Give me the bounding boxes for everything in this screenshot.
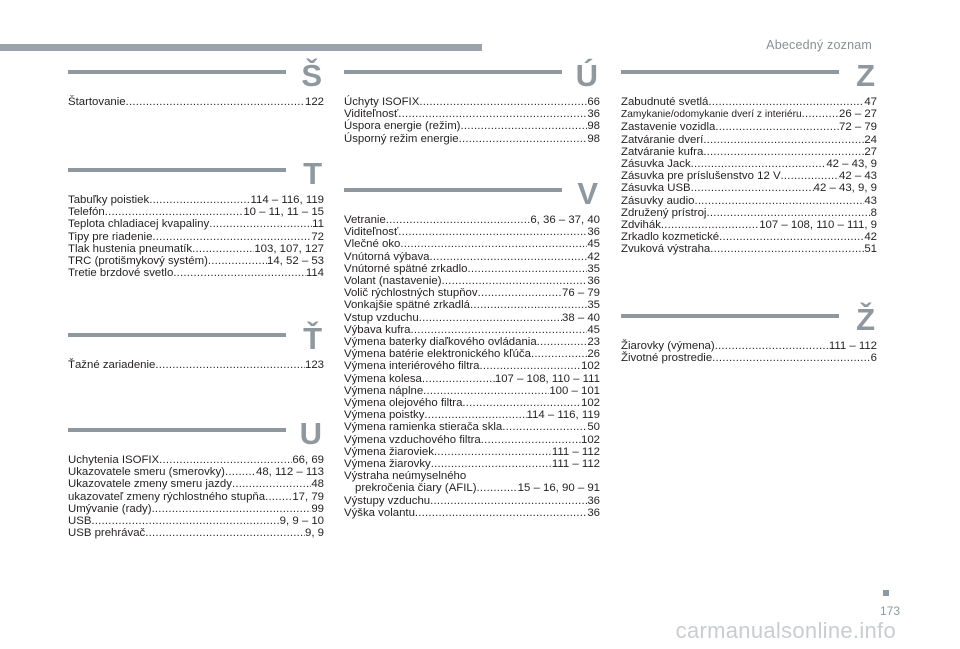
index-entry (68, 243, 324, 255)
entry-term: Výbava kufra (344, 323, 411, 336)
entry-pages: 45 (587, 238, 600, 251)
index-entry (68, 466, 324, 478)
index-entry (344, 251, 600, 263)
entry-term: Výmena batérie elektronického kľúča (344, 348, 531, 361)
entry-term: Zásuvka Jack (621, 158, 691, 171)
entry-term: Vnútorné spätné zrkadlo (344, 262, 468, 275)
section-letter: V (577, 176, 598, 211)
section-header (68, 156, 324, 194)
dot-leader (715, 340, 829, 352)
entry-list (68, 359, 324, 371)
entry-pages: 99 (311, 502, 324, 515)
entry-pages: 10 – 11, 11 – 15 (243, 206, 324, 219)
dot-leader (152, 231, 311, 243)
index-entry (344, 397, 600, 409)
index-section (344, 176, 600, 519)
dot-leader (419, 96, 587, 108)
header-bar (0, 44, 482, 51)
index-entry (68, 194, 324, 206)
entry-pages: 51 (864, 243, 877, 256)
entry-term: Viditeľnosť (344, 108, 399, 121)
entry-pages: 23 (587, 336, 600, 349)
dot-leader (661, 219, 759, 231)
entry-term: Vetranie (344, 214, 386, 226)
entry-pages: 42 – 43 (838, 170, 877, 183)
index-entry (344, 409, 600, 421)
entry-pages: 103, 107, 127 (254, 242, 324, 255)
entry-pages: 26 (587, 348, 600, 361)
dot-leader (481, 434, 581, 446)
dot-leader (419, 312, 562, 324)
dot-leader (422, 373, 495, 385)
dot-leader (400, 238, 587, 250)
dot-leader (802, 108, 839, 120)
dot-leader (192, 243, 254, 255)
section-letter: Ú (575, 58, 598, 93)
index-entry (344, 287, 600, 299)
index-entry (344, 214, 600, 226)
entry-pages: 14, 52 – 53 (266, 255, 324, 268)
entry-pages: 24 (864, 133, 877, 146)
entry-term: Volant (nastavenie) (344, 275, 442, 288)
entry-term: prekročenia čiary (AFIL) (355, 482, 477, 495)
dot-leader (531, 348, 587, 360)
dot-leader (467, 263, 587, 275)
index-entry (344, 120, 600, 132)
index-entry (621, 146, 877, 158)
entry-pages: 9, 9 (305, 527, 324, 540)
index-entry (68, 359, 324, 371)
dot-leader (105, 206, 244, 218)
entry-term: Tlak hustenia pneumatík (68, 242, 193, 255)
index-entry (344, 385, 600, 397)
page-bullet-marker (883, 590, 889, 596)
entry-term: Výmena žiarovky (344, 458, 431, 471)
entry-pages: 98 (587, 120, 600, 133)
entry-term: USB (68, 515, 92, 528)
index-entry (344, 96, 600, 108)
index-entry (621, 207, 877, 219)
entry-term: Zdvihák (621, 219, 661, 232)
entry-pages: 35 (587, 262, 600, 275)
dot-leader (459, 133, 588, 145)
section-header (621, 302, 877, 340)
entry-pages: 45 (587, 323, 600, 336)
index-entry (68, 503, 324, 515)
section-header (68, 58, 324, 96)
entry-term: Vlečné oko (344, 238, 401, 251)
entry-term: Výmena žiaroviek (344, 445, 434, 458)
index-section (68, 58, 324, 108)
entry-list (344, 96, 600, 145)
dot-leader (703, 134, 864, 146)
dot-leader (232, 478, 311, 490)
entry-term: Zatváranie dverí (621, 133, 704, 146)
entry-term: Výmena ramienka stierača skla (344, 421, 503, 434)
index-section (68, 156, 324, 280)
entry-term: Ukazovatele zmeny smeru jazdy (68, 478, 232, 491)
dot-leader (480, 360, 581, 372)
dot-leader (410, 324, 587, 336)
entry-term: ukazovateľ zmeny rýchlostného stupňa (68, 490, 266, 503)
entry-term: USB prehrávač (68, 527, 146, 540)
entry-pages: 107 – 108, 110 – 111 (494, 372, 600, 385)
entry-pages: 42 (864, 231, 877, 244)
section-rule (621, 70, 839, 74)
section-rule (621, 314, 839, 318)
section-rule (68, 168, 286, 172)
index-entry (621, 121, 877, 133)
entry-list (68, 194, 324, 279)
entry-term: Výmena vzduchového filtra (344, 433, 481, 446)
index-section (344, 58, 600, 145)
section-letter: U (299, 416, 322, 451)
entry-term: Tretie brzdové svetlo (68, 267, 174, 280)
index-entry (621, 340, 877, 352)
entry-term: Ťažné zariadenie (68, 359, 156, 371)
dot-leader (691, 182, 814, 194)
index-entry (621, 182, 877, 194)
entry-pages: 123 (304, 359, 324, 371)
index-entry (344, 238, 600, 250)
dot-leader (708, 96, 864, 108)
entry-term: Výstraha neúmyselného (344, 470, 467, 483)
entry-term: Výstupy vzduchu (344, 494, 431, 507)
index-entry (344, 263, 600, 275)
dot-leader (430, 251, 588, 263)
dot-leader (478, 287, 562, 299)
dot-leader (691, 158, 827, 170)
entry-pages: 43 (864, 194, 877, 207)
entry-pages: 36 (587, 494, 600, 507)
index-entry (344, 470, 600, 482)
entry-pages: 8 (870, 206, 877, 219)
index-section (68, 416, 324, 540)
page-number: 173 (879, 604, 900, 618)
entry-pages: 76 – 79 (561, 287, 600, 300)
entry-pages: 102 (580, 433, 600, 446)
dot-leader (398, 226, 587, 238)
entry-pages: 42 (587, 250, 600, 263)
entry-pages: 36 (587, 226, 600, 239)
entry-pages: 114 (305, 267, 324, 280)
index-entry (68, 491, 324, 503)
dot-leader (460, 120, 587, 132)
entry-term: Zrkadlo kozmetické (621, 231, 720, 244)
section-header (68, 321, 324, 359)
dot-leader (470, 299, 587, 311)
entry-pages: 36 (587, 108, 600, 121)
section-letter: Š (301, 58, 322, 93)
entry-term: Zabudnuté svetlá (621, 96, 709, 108)
index-entry (621, 195, 877, 207)
index-entry (621, 170, 877, 182)
dot-leader (398, 108, 587, 120)
entry-pages: 114 – 116, 119 (250, 194, 324, 206)
entry-pages: 122 (304, 96, 324, 108)
dot-leader (442, 275, 588, 287)
entry-term: Uchytenia ISOFIX (68, 454, 160, 466)
entry-term: Úsporný režim energie (344, 132, 459, 145)
entry-pages: 111 – 112 (828, 340, 877, 352)
entry-term: Tipy pre riadenie (68, 230, 153, 243)
dot-leader (173, 267, 306, 279)
entry-pages: 111 – 112 (551, 445, 600, 458)
index-entry (344, 312, 600, 324)
entry-list (344, 214, 600, 519)
entry-pages: 6 (870, 352, 877, 365)
section-rule (68, 428, 286, 432)
dot-leader (423, 385, 549, 397)
index-entry (621, 108, 877, 121)
section-header (344, 176, 600, 214)
index-entry (621, 231, 877, 243)
dot-leader (431, 458, 552, 470)
dot-leader (126, 96, 305, 108)
section-letter: T (303, 156, 322, 191)
entry-pages: 50 (587, 421, 600, 434)
index-entry (68, 515, 324, 527)
entry-term: Vnútorná výbava (344, 250, 430, 263)
entry-pages: 15 – 16, 90 – 91 (517, 482, 600, 495)
index-entry (68, 206, 324, 218)
entry-term: Výmena baterky diaľkového ovládania (344, 336, 537, 349)
dot-leader (424, 409, 526, 421)
entry-term: Vstup vzduchu (344, 311, 419, 324)
entry-list (621, 96, 877, 256)
index-entry (344, 434, 600, 446)
entry-term: Výmena olejového filtra (344, 397, 463, 410)
index-entry (621, 352, 877, 364)
entry-term: Výmena interiérového filtra (344, 360, 480, 373)
entry-pages: 48, 112 – 113 (256, 466, 324, 479)
index-section (621, 302, 877, 365)
entry-term: Umývanie (rady) (68, 502, 152, 515)
section-header (344, 58, 600, 96)
dot-leader (712, 352, 870, 364)
dot-leader (225, 466, 256, 478)
index-section (68, 321, 324, 371)
dot-leader (152, 503, 312, 515)
entry-term: Teplota chladiacej kvapaliny (68, 218, 210, 231)
dot-leader (502, 421, 587, 433)
index-entry (344, 348, 600, 360)
dot-leader (149, 194, 250, 206)
section-rule (344, 70, 562, 74)
index-entry (68, 454, 324, 466)
index-entry (68, 267, 324, 279)
entry-pages: 38 – 40 (561, 311, 600, 324)
entry-term: Životné prostredie (621, 352, 713, 365)
entry-term: Zásuvky audio (621, 194, 695, 207)
page-header-title: Abecedný zoznam (766, 38, 872, 52)
entry-term: Zásuvka USB (621, 182, 691, 195)
dot-leader (781, 170, 839, 182)
entry-term: Ukazovatele smeru (smerovky) (68, 466, 225, 479)
dot-leader (145, 527, 305, 539)
entry-pages: 111 – 112 (551, 458, 600, 471)
entry-term: Vonkajšie spätné zrkadlá (344, 299, 471, 312)
entry-pages: 11 (312, 218, 324, 231)
entry-term: Telefón (68, 206, 105, 219)
entry-pages: 6, 36 – 37, 40 (530, 214, 600, 226)
entry-pages: 47 (864, 96, 877, 108)
dot-leader (91, 515, 279, 527)
index-section (621, 58, 877, 256)
entry-term: Združený prístroj (621, 206, 707, 219)
entry-term: Zastavenie vozidla (621, 121, 716, 134)
entry-term: Zvuková výstraha (621, 243, 711, 256)
index-entry (344, 495, 600, 507)
section-header (68, 416, 324, 454)
entry-pages: 107 – 108, 110 – 111, 9 (759, 219, 877, 232)
index-entry (68, 96, 324, 108)
entry-pages: 66, 69 (292, 454, 324, 466)
entry-term: Zamykanie/odomykanie dverí z interiéru (621, 109, 802, 121)
entry-list (621, 340, 877, 364)
index-entry (344, 482, 600, 494)
section-rule (68, 70, 286, 74)
dot-leader (386, 214, 531, 226)
dot-leader (694, 195, 864, 207)
index-entry (621, 219, 877, 231)
index-entry (344, 133, 600, 145)
section-rule (344, 188, 562, 192)
entry-pages: 48 (311, 478, 324, 491)
entry-pages: 72 (311, 230, 324, 243)
entry-pages: 98 (587, 132, 600, 145)
entry-pages: 35 (587, 299, 600, 312)
section-letter: Z (856, 58, 875, 93)
dot-leader (703, 146, 864, 158)
entry-term: Tabuľky poistiek (68, 194, 150, 206)
index-entry (68, 478, 324, 490)
index-entry (621, 158, 877, 170)
entry-pages: 72 – 79 (838, 121, 877, 134)
dot-leader (159, 454, 292, 466)
entry-term: Výška volantu (344, 506, 415, 519)
index-entry (68, 527, 324, 539)
index-entry (344, 507, 600, 519)
dot-leader (715, 121, 839, 133)
entry-pages: 42 – 43, 9 (826, 158, 877, 171)
index-entry (344, 226, 600, 238)
entry-term: Výmena poistky (344, 409, 425, 422)
dot-leader (434, 446, 552, 458)
entry-term: Výmena kolesa (344, 372, 422, 385)
entry-term: Štartovanie (68, 96, 126, 108)
entry-pages: 102 (580, 397, 600, 410)
entry-pages: 27 (864, 145, 877, 158)
entry-pages: 114 – 116, 119 (526, 409, 600, 422)
entry-pages: 42 – 43, 9, 9 (813, 182, 877, 195)
dot-leader (415, 507, 587, 519)
index-entry (68, 231, 324, 243)
entry-term: Žiarovky (výmena) (621, 340, 715, 352)
dot-leader (462, 397, 581, 409)
entry-list (68, 454, 324, 539)
dot-leader (430, 495, 587, 507)
entry-term: Výmena náplne (344, 384, 424, 397)
index-entry (621, 243, 877, 255)
entry-term: Zásuvka pre príslušenstvo 12 V (621, 170, 781, 183)
entry-term: TRC (protišmykový systém) (68, 255, 208, 268)
index-entry (68, 255, 324, 267)
entry-pages: 100 – 101 (549, 384, 600, 397)
watermark: carmanualsonline.info (675, 618, 896, 643)
entry-pages: 9, 9 – 10 (279, 515, 324, 528)
index-entry (344, 421, 600, 433)
section-header (621, 58, 877, 96)
index-entry (344, 324, 600, 336)
dot-leader (537, 336, 588, 348)
dot-leader (719, 231, 864, 243)
index-entry (344, 299, 600, 311)
index-entry (621, 96, 877, 108)
index-entry (344, 446, 600, 458)
dot-leader (208, 255, 267, 267)
index-entry (344, 373, 600, 385)
section-rule (68, 333, 286, 337)
dot-leader (265, 491, 292, 503)
dot-leader (209, 218, 312, 230)
index-entry (344, 360, 600, 372)
entry-pages: 66 (587, 96, 600, 108)
entry-list (68, 96, 324, 108)
dot-leader (706, 207, 870, 219)
entry-term: Úchyty ISOFIX (344, 96, 420, 108)
entry-pages: 36 (587, 506, 600, 519)
index-entry (344, 275, 600, 287)
index-entry (621, 134, 877, 146)
index-entry (344, 336, 600, 348)
entry-pages: 26 – 27 (838, 108, 877, 121)
entry-pages: 17, 79 (292, 490, 324, 503)
dot-leader (710, 243, 864, 255)
entry-term: Volič rýchlostných stupňov (344, 287, 478, 300)
section-letter: Ť (303, 321, 322, 356)
entry-pages: 36 (587, 275, 600, 288)
dot-leader (477, 482, 518, 494)
index-entry (68, 218, 324, 230)
entry-pages: 102 (580, 360, 600, 373)
entry-term: Zatváranie kufra (621, 145, 704, 158)
index-entry (344, 458, 600, 470)
dot-leader (155, 359, 305, 371)
entry-term: Viditeľnosť (344, 226, 399, 239)
section-letter: Ž (856, 302, 875, 337)
index-entry (344, 108, 600, 120)
entry-term: Úspora energie (režim) (344, 120, 461, 133)
